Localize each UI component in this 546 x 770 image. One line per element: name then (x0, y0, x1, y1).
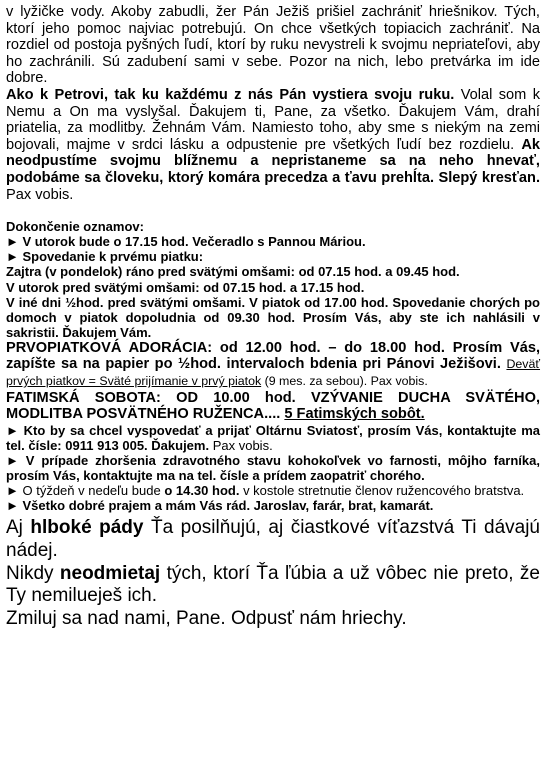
prayer-line-3: Zmiluj sa nad nami, Pane. Odpusť nám hriechy. (6, 607, 407, 629)
fatimska-paragraph (6, 390, 540, 423)
closing-line: ► Všetko dobré prajem a mám Vás rád. Jaroslav, farár, brat, kamarát. (6, 498, 434, 514)
intro-paragraph-2 (6, 87, 540, 203)
prayer-line-1 (6, 517, 540, 562)
oltar-text: ► Kto by sa chcel vyspovedať a prijať Oltárnu Sviatosť, prosím Vás, kontaktujte ma tel. čísle: 0911 913 005. Ďakujem. (6, 422, 540, 453)
intro-section (6, 4, 540, 203)
announcement-spovedanie: ► Spovedanie k prvému piatku: (6, 249, 204, 265)
fatimska-text: FATIMSKÁ SOBOTA: OD 10.00 hod. VZÝVANIE DUCHA SVÄTÉHO, MODLITBA POSVÄTNÉHO RUŽENCA.... (6, 389, 540, 423)
prve-piatky-link: Deväť prvých piatkov = Sväté prijímanie v prvý piatok (6, 357, 541, 389)
ruzenec-a: ► O týždeň v nedeľu bude (6, 483, 165, 499)
adoracia-section (6, 340, 540, 423)
intro-text: Volal som k Nemu a On ma vyslyšal. Ďakujem ti, Pane, za všetko. Ďakujem Vám, drahí priatelia, za modlitby. Žehnám Vám. Namiesto toho, aby sme s niekým na zemi bojovali, majme v srdci lásku a odpustenie pre všetkých ľudí bez rozdielu. (6, 86, 540, 153)
prayer-l2-b: tých, ktorí Ťa ľúbia a už vôbec nie preto, že Ty nemilueješ ich. (6, 562, 540, 607)
prayer-line-2 (6, 563, 540, 608)
announcement-ine-dni: V iné dni ½hod. pred svätými omšami. V piatok od 17.00 hod. Spovedanie chorých po domoch v piatok dopoludnia od 09.30 hod. Prosím Vás, aby ste ich nahlásili v sakristii. Ďakujem Vám. (6, 294, 540, 340)
announcement-veceradlo: ► V utorok bude o 17.15 hod. Večeradlo s Pannou Máriou. (6, 234, 366, 250)
intro-paragraph-1: v lyžičke vody. Akoby zabudli, žer Pán Ježiš prišiel zachrániť hriešnikov. Tých, ktorí jeho pomoc najviac potrebujú. On chce všetkých topiacich zachrániť. Na rozdiel od postoja pyšných ľudí, ktorí by ruku nevystreli k svojmu nepriateľovi, aby ho zachránili. Sú zadubení sami v sebe. Pozor na nich, lebo pretvárka im ide dobre. (6, 4, 540, 87)
oltar-paragraph (6, 423, 540, 453)
oltar-tail: Pax vobis. (209, 437, 273, 453)
announcement-utorok: V utorok pred svätými omšami: od 07.15 hod. a 17.15 hod. (6, 279, 365, 295)
announcements-heading: Dokončenie oznamov: (6, 219, 144, 235)
announcements-section (6, 219, 540, 340)
prayer-l1-a: Aj (6, 517, 31, 539)
prayer-l1-bold: hlboké pády (30, 517, 144, 539)
adoracia-text: PRVOPIATKOVÁ ADORÁCIA: od 12.00 hod. – do 18.00 hod. Prosím Vás, zapíšte sa na papier po ½hod. intervaloch bdenia pri Pánovi Ježišovi. (6, 339, 540, 373)
prayer-l1-b: Ťa posilňujú, aj čiastkové víťazstvá Ti dávajú nádej. (6, 517, 540, 561)
adoracia-paragraph (6, 340, 540, 390)
intro-bold-forgiveness: Ak neodpustíme svojmu blížnemu a nepristaneme sa na neho hnevať, podobáme sa človeku, ktorý komára precedza a ťavu prehĺta. Slepý kresťan. (6, 136, 540, 186)
ruzenec-paragraph (6, 483, 540, 498)
ruzenec-b: v kostole stretnutie členov ružencového bratstva. (239, 483, 525, 499)
intro-pax: Pax vobis. (6, 186, 74, 203)
contact-section (6, 423, 540, 514)
zhorsenie-paragraph: ► V prípade zhoršenia zdravotného stavu kohokoľvek vo farnosti, môjho farníka, prosím Vás, kontaktujte ma na tel. čísle a prídem zaopatriť chorého. (6, 453, 540, 484)
ruzenec-time: o 14.30 hod. (164, 483, 240, 499)
announcement-zajtra: Zajtra (v pondelok) ráno pred svätými omšami: od 07.15 hod. a 09.45 hod. (6, 264, 460, 280)
prayer-l2-bold: neodmietaj (59, 562, 161, 584)
intro-bold-sentence: Ako k Petrovi, tak ku každému z nás Pán vystiera svoju ruku. (6, 86, 455, 103)
fatimske-soboty: 5 Fatimských sobôt. (284, 406, 425, 423)
prve-piatky-tail: (9 mes. za sebou). Pax vobis. (261, 374, 428, 389)
prayer-l2-a: Nikdy (6, 562, 60, 584)
prayer-section (6, 517, 540, 630)
